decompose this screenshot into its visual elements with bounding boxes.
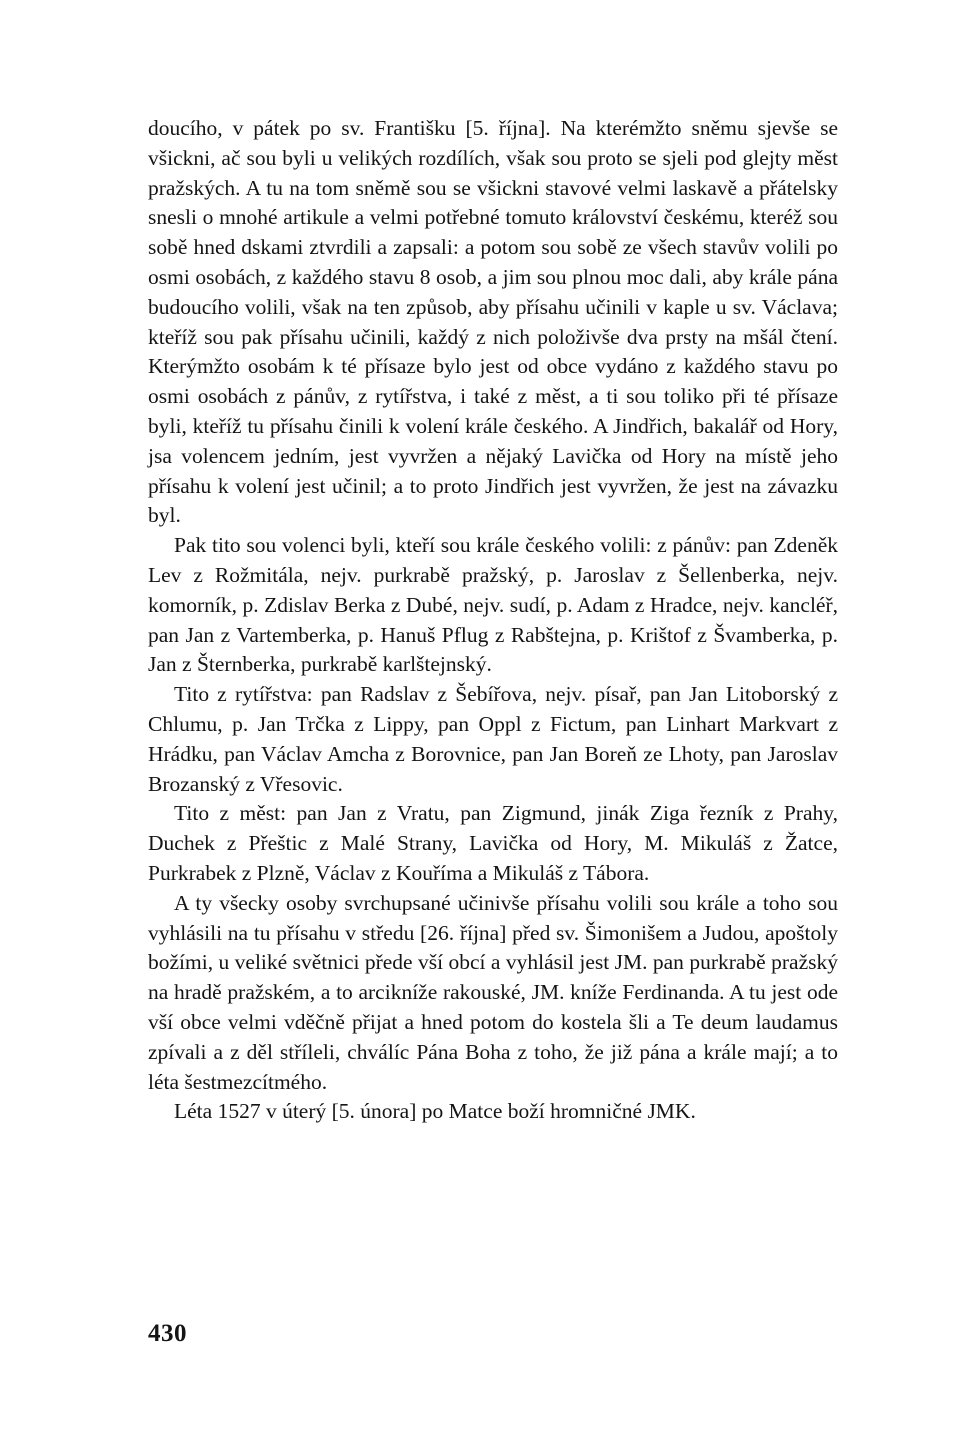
paragraph-1: doucího, v pátek po sv. Františku [5. října]. Na kterémžto sněmu sjevše se všickni, ač sou byli u velikých rozdílích, však sou proto se sjeli pod glejty měst pražských. A tu na tom sněmě sou se všickni stavové velmi laskavě a přátelsky snesli o mnohé artikule a velmi potřebné tomuto království českému, kteréž sou sobě hned dskami ztvrdili a zapsali: a potom sou sobě ze všech stavův volili po osmi osobách, z každého stavu 8 osob, a jim sou plnou moc dali, aby krále pána budoucího volili, však na ten způsob, aby přísahu učinili v kaple u sv. Václava; kteříž sou pak přísahu učinili, každý z nich položivše dva prsty na mšál čtení. Kterýmžto osobám k té přísaze bylo jest od obce vydáno z každého stavu po osmi osobách z pánův, z rytířstva, i také z měst, a ti sou toliko při té přísaze byli, kteříž tu přísahu činili k volení krále českého. A Jindřich, bakalář od Hory, jsa volencem jedním, jest vyvržen a nějaký Lavička od Hory na místě jeho přísahu k volení jest učinil; a to proto Jindřich jest vyvržen, že jest na závazku byl. xyxy=(148,116,838,528)
paragraph-5: A ty všecky osoby svrchupsané učinivše přísahu volili sou krále a toho sou vyhlásili na tu přísahu v středu [26. října] před sv. Šimonišem a Judou, apoštoly božími, u veliké světnici přede vší obcí a vyhlásil jest JM. pan purkrabě pražský na hradě pražském, a to arcikníže rakouské, JM. kníže Ferdinanda. A tu jest ode vší obce velmi vděčně přijat a hned potom do kostela šli a Te deum laudamus zpívali a z děl stříleli, chválíc Pána Boha z toho, že již pána a krále mají; a to léta šestmezcítmého. xyxy=(148,890,838,1094)
page-text-block xyxy=(148,114,838,1127)
paragraph-4: Tito z měst: pan Jan z Vratu, pan Zigmund, jinák Ziga řezník z Prahy, Duchek z Přeštic z Malé Strany, Lavička od Hory, M. Mikuláš z Žatce, Purkrabek z Plzně, Václav z Kouříma a Mikuláš z Tábora. xyxy=(148,801,838,885)
page-number: 430 xyxy=(148,1320,187,1347)
paragraph-3: Tito z rytířstva: pan Radslav z Šebířova, nejv. písař, pan Jan Litoborský z Chlumu, p. Jan Trčka z Lippy, pan Oppl z Fictum, pan Linhart Markvart z Hrádku, pan Václav Amcha z Borovnice, pan Jan Boreň ze Lhoty, pan Jaroslav Brozanský z Vřesovic. xyxy=(148,682,838,796)
paragraph-2: Pak tito sou volenci byli, kteří sou krále českého volili: z pánův: pan Zdeněk Lev z Rožmitála, nejv. purkrabě pražský, p. Jaroslav z Šellenberka, nejv. komorník, p. Zdislav Berka z Dubé, nejv. sudí, p. Adam z Hradce, nejv. kancléř, pan Jan z Vartemberka, p. Hanuš Pflug z Rabštejna, p. Krištof z Švamberka, p. Jan z Šternberka, purkrabě karlštejnský. xyxy=(148,533,838,677)
paragraph-6: Léta 1527 v úterý [5. února] po Matce boží hromničné JMK. xyxy=(174,1099,696,1124)
